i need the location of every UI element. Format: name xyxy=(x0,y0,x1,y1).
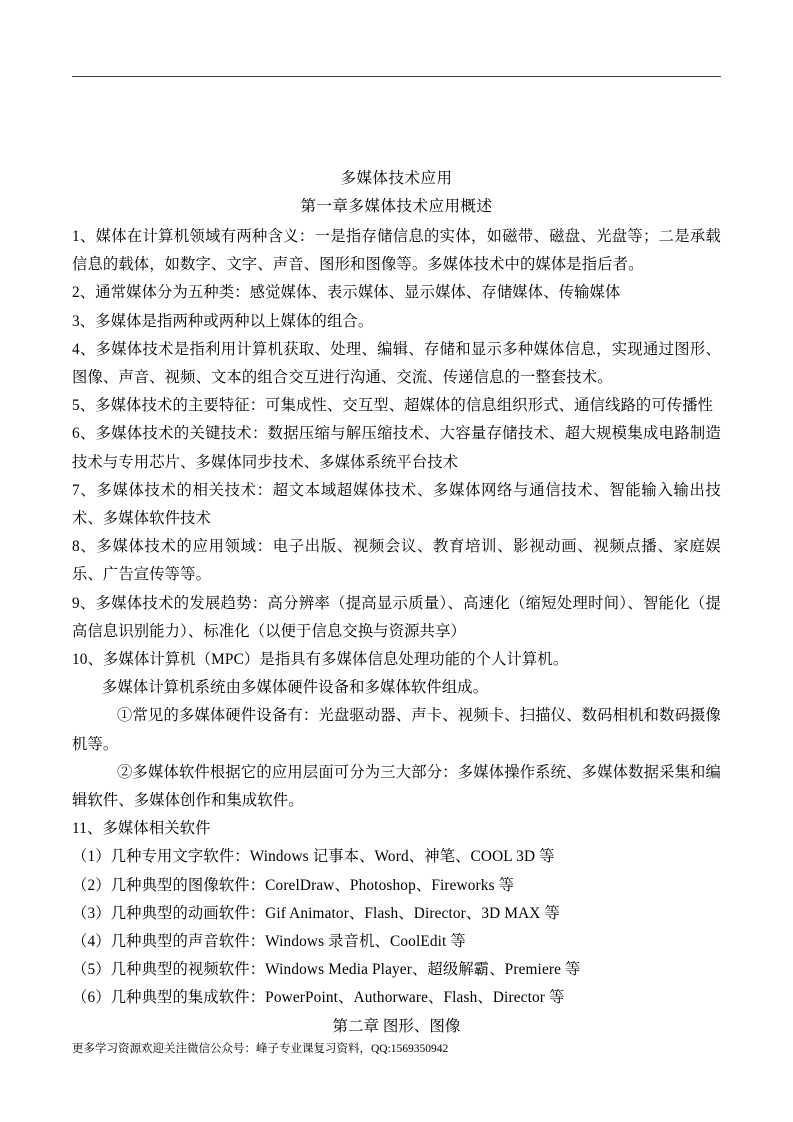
next-chapter-heading: 第二章 图形、图像 xyxy=(332,1017,461,1035)
software-list-item: （6）几种典型的集成软件：PowerPoint、Authorware、Flash、Director 等 xyxy=(72,989,565,1007)
chapter-heading: 第一章多媒体技术应用概述 xyxy=(300,198,493,215)
header-divider xyxy=(72,76,721,77)
page-footer: 更多学习资源欢迎关注微信公众号：峰子专业课复习资料，QQ:1569350942 xyxy=(72,1043,449,1055)
software-list-item: （5）几种典型的视频软件：Windows Media Player、超级解霸、Premiere 等 xyxy=(72,961,581,979)
paragraph: 6、多媒体技术的关键技术：数据压缩与解压缩技术、大容量存储技术、超大规模集成电路制造技术与专用芯片、多媒体同步技术、多媒体系统平台技术 xyxy=(72,425,721,471)
software-heading: 11、多媒体相关软件 xyxy=(72,820,211,838)
paragraph: 3、多媒体是指两种或两种以上媒体的组合。 xyxy=(72,312,374,330)
paragraph-indented: ②多媒体软件根据它的应用层面可分为三大部分：多媒体操作系统、多媒体数据采集和编辑软件、多媒体创作和集成软件。 xyxy=(72,763,721,810)
paragraph: 7、多媒体技术的相关技术：超文本域超媒体技术、多媒体网络与通信技术、智能输入输出技术、多媒体软件技术 xyxy=(72,481,721,528)
software-list-item: （4）几种典型的声音软件：Windows 录音机、CoolEdit 等 xyxy=(72,933,466,951)
paragraph-indented: ①常见的多媒体硬件设备有：光盘驱动器、声卡、视频卡、扫描仪、数码相机和数码摄像机等。 xyxy=(72,707,721,753)
paragraph: 4、多媒体技术是指利用计算机获取、处理、编辑、存储和显示多种媒体信息，实现通过图形、图像、声音、视频、文本的组合交互进行沟通、交流、传递信息的一整套技术。 xyxy=(72,340,721,387)
paragraph: 8、多媒体技术的应用领域：电子出版、视频会议、教育培训、影视动画、视频点播、家庭娱乐、广告宣传等等。 xyxy=(72,538,721,584)
document-title: 多媒体技术应用 xyxy=(340,170,453,187)
paragraph: 2、通常媒体分为五种类：感觉媒体、表示媒体、显示媒体、存储媒体、传输媒体 xyxy=(72,284,621,302)
paragraph: 5、多媒体技术的主要特征：可集成性、交互型、超媒体的信息组织形式、通信线路的可传播性 xyxy=(72,397,714,415)
paragraph: 9、多媒体技术的发展趋势：高分辨率（提高显示质量）、高速化（缩短处理时间）、智能化（提高信息识别能力）、标准化（以便于信息交换与资源共享） xyxy=(72,594,721,640)
document-body xyxy=(72,165,721,1041)
paragraph-indented: 多媒体计算机系统由多媒体硬件设备和多媒体软件组成。 xyxy=(102,679,489,697)
paragraph: 1、媒体在计算机领域有两种含义：一是指存储信息的实体，如磁带、磁盘、光盘等；二是承载信息的载体，如数字、文字、声音、图形和图像等。多媒体技术中的媒体是指后者。 xyxy=(72,228,721,274)
software-list-item: （3）几种典型的动画软件：Gif Animator、Flash、Director、3D MAX 等 xyxy=(72,904,560,922)
paragraph: 10、多媒体计算机（MPC）是指具有多媒体信息处理功能的个人计算机。 xyxy=(72,651,569,669)
software-list-item: （2）几种典型的图像软件：CorelDraw、Photoshop、Fireworks 等 xyxy=(72,876,515,894)
software-list-item: （1）几种专用文字软件：Windows 记事本、Word、神笔、COOL 3D 等 xyxy=(72,848,555,866)
